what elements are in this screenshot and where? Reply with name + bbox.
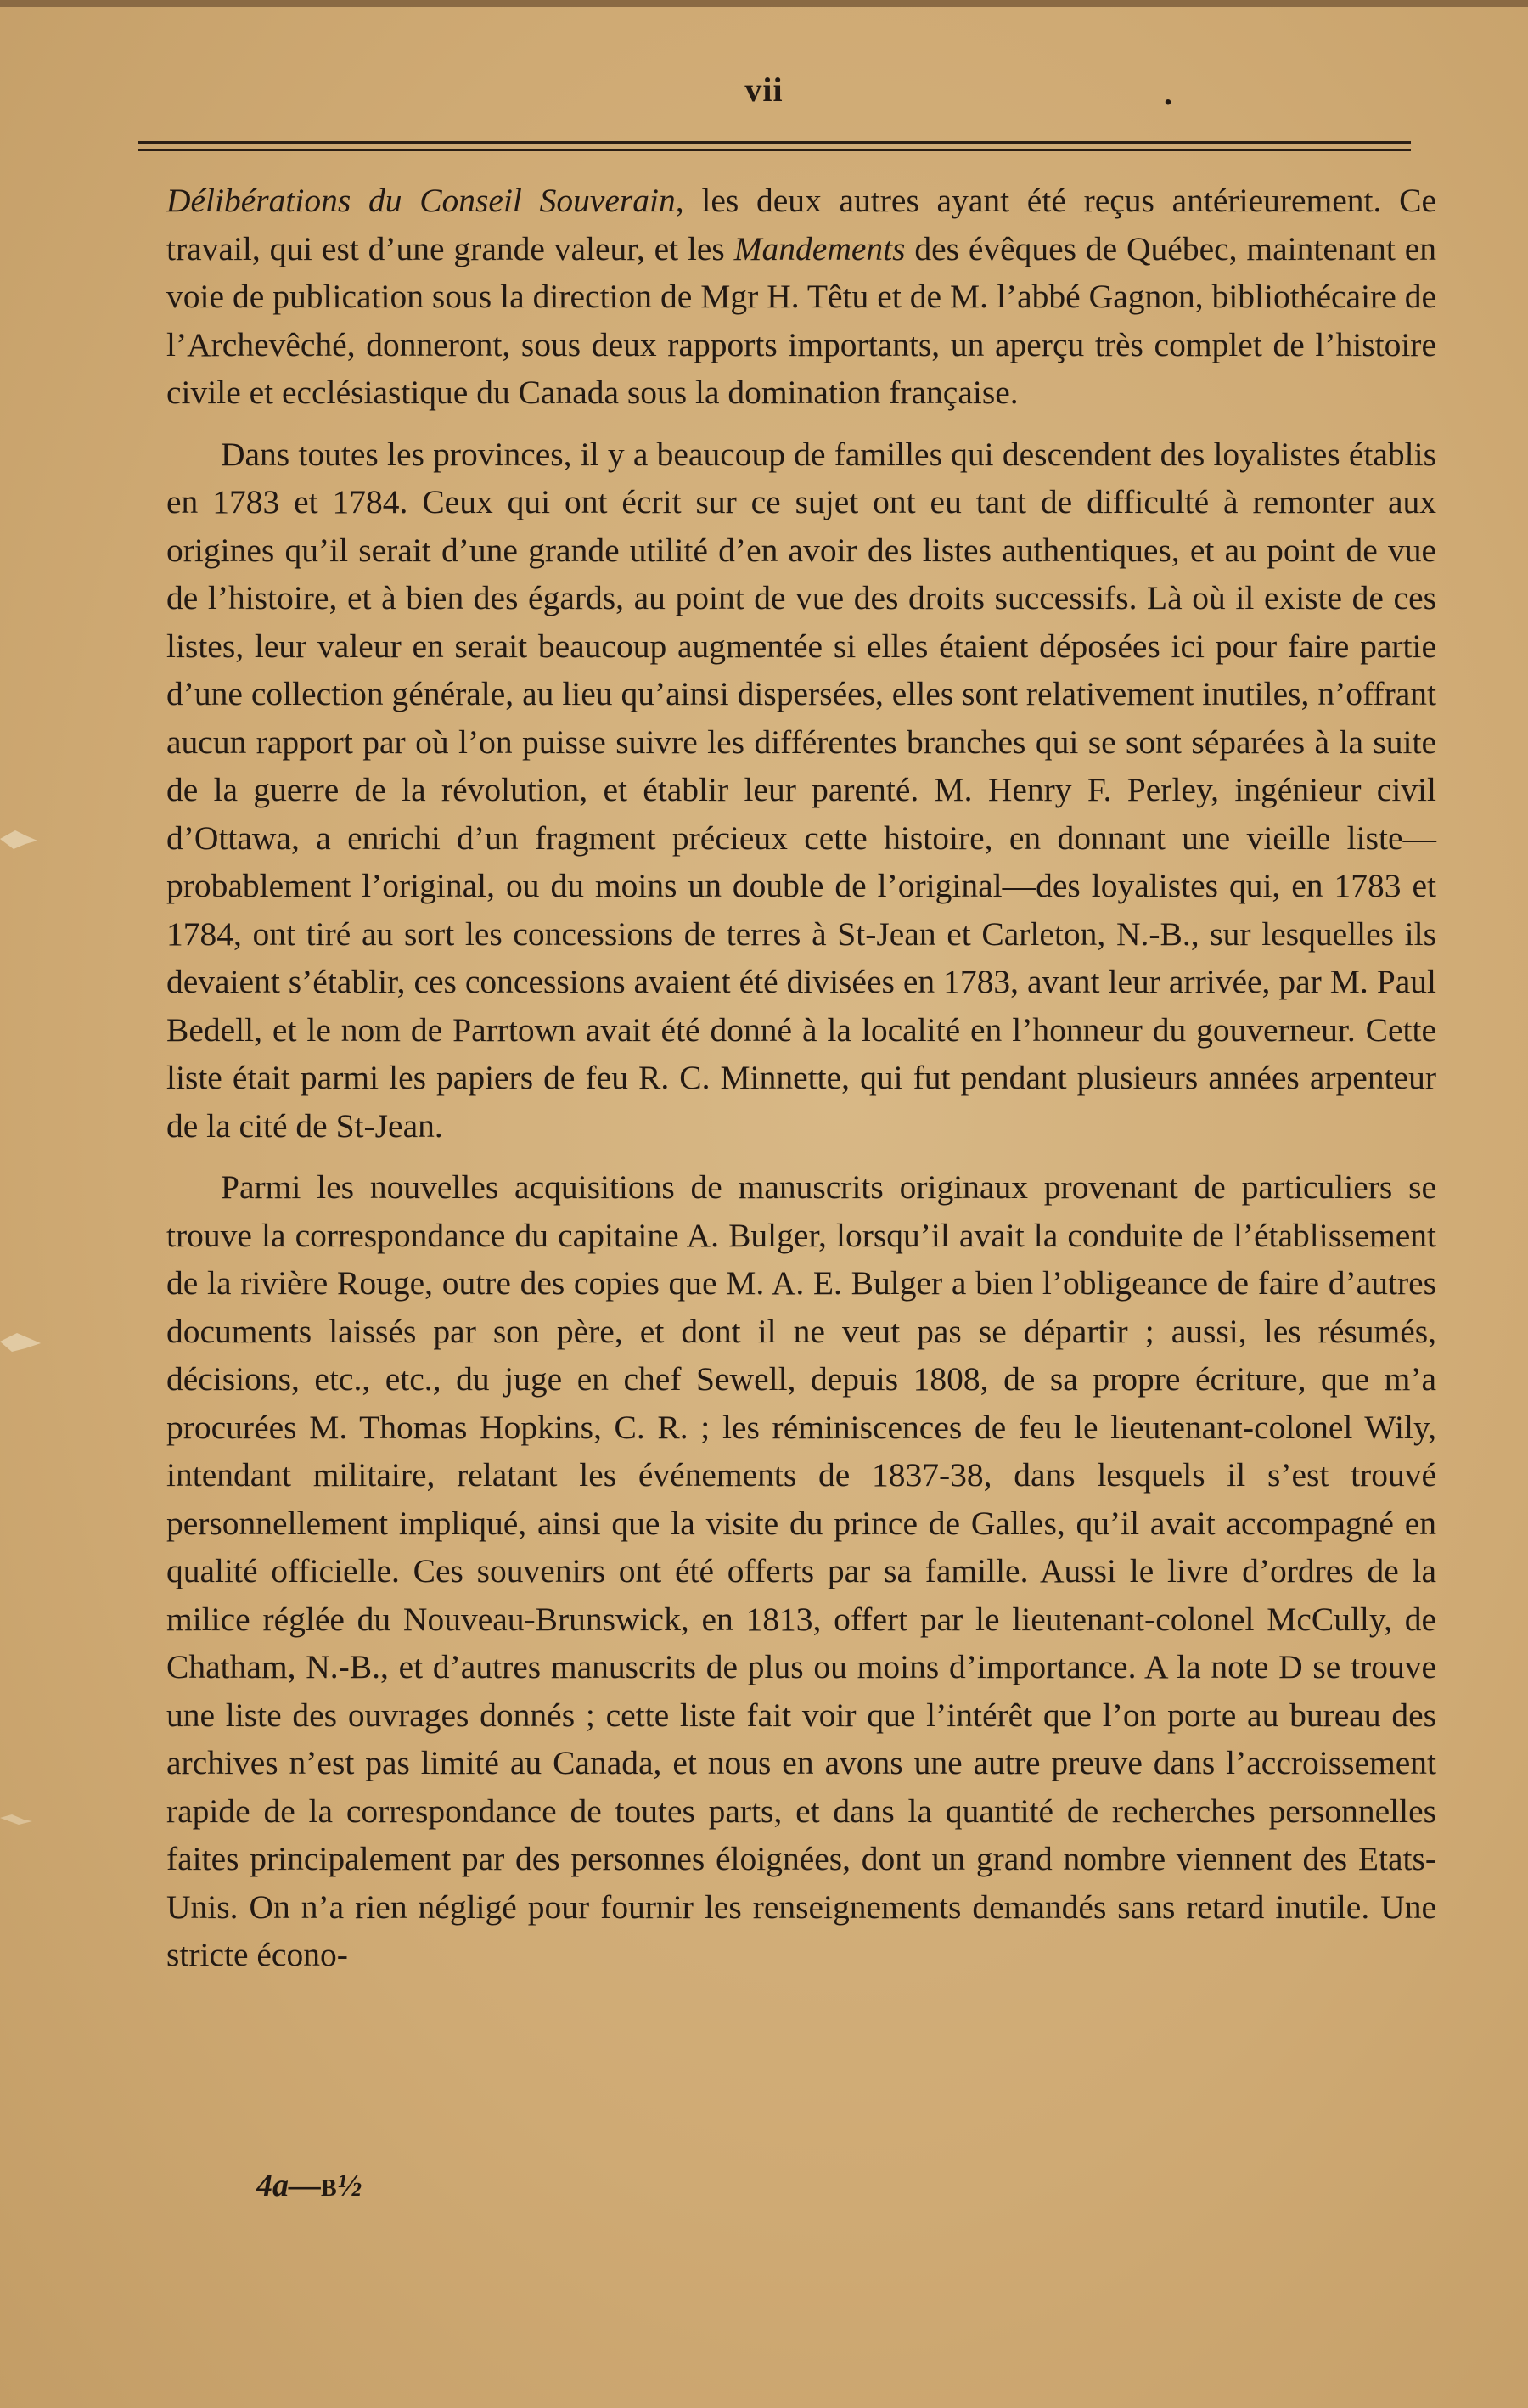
page-edge-damage-3 <box>0 1796 59 1847</box>
paragraph-1-italic-mandements: Mandements <box>733 229 906 267</box>
signature-mark <box>256 2167 362 2204</box>
page-number: vii <box>744 70 784 109</box>
paragraph-1 <box>166 177 1436 417</box>
top-edge <box>0 0 1528 7</box>
signature-mark-a: 4a— <box>256 2168 321 2203</box>
body-text <box>166 177 1436 1979</box>
page-edge-damage-2 <box>0 1316 59 1367</box>
header-rule-thick <box>138 141 1411 144</box>
paragraph-2: Dans toutes les provinces, il y a beaucoup de familles qui descendent des loyalistes établis en 1783 et 1784. Ceux qui ont écrit sur ce sujet ont eu tant de difficulté à remonter aux origines qu’il serait d’une grande utilité d’en avoir des listes authentiques, et au point de vue de l’histoire, et à bien des égards, au point de vue des droits successifs. Là où il existe de ces listes, leur valeur en serait beaucoup augmentée si elles étaient déposées ici pour faire partie d’une collection générale, au lieu qu’ainsi dispersées, elles sont relativement inutiles, n’offrant aucun rapport par où l’on puisse suivre les différentes branches qui se sont séparées à la suite de la guerre de la révolution, et établir leur parenté. M. Henry F. Perley, ingénieur civil d’Ottawa, a enrichi d’un fragment précieux cette histoire, en donnant une vieille liste—probablement l’original, ou du moins un double de l’original—des loyalistes qui, en 1783 et 1784, ont tiré au sort les concessions de terres à St-Jean et Carleton, N.-B., sur lesquelles ils devaient s’établir, ces concessions avaient été divisées en 1783, avant leur arrivée, par M. Paul Bedell, et le nom de Parrtown avait été donné à la localité en l’honneur du gouverneur. Cette liste était parmi les papiers de feu R. C. Minnette, qui fut pendant plusieurs années arpenteur de la cité de St-Jean. <box>166 435 1436 1145</box>
paragraph-1-italic-title: Délibérations du Conseil Souverain, <box>166 182 684 219</box>
paragraph-1-text-a: les deux autres ayant été reçus antérieurement. Ce travail, qui est d’une grande valeur, et les <box>166 182 1436 267</box>
page-edge-damage-1 <box>0 815 59 866</box>
signature-mark-b: B <box>321 2175 338 2202</box>
header-rule-thin <box>138 149 1411 151</box>
paragraph-3: Parmi les nouvelles acquisitions de manuscrits originaux provenant de particuliers se trouve la correspondance du capitaine A. Bulger, lorsqu’il avait la conduite de l’établissement de la rivière Rouge, outre des copies que M. A. E. Bulger a bien l’obligeance de faire d’autres documents laissés par son père, et dont il ne veut pas se départir ; aussi, les résumés, décisions, etc., etc., du juge en chef Sewell, depuis 1808, de sa propre écriture, que m’a procurées M. Thomas Hopkins, C. R. ; les réminiscences de feu le lieutenant-colonel Wily, intendant militaire, relatant les événements de 1837-38, dans lesquels il s’est trouvé personnellement impliqué, ainsi que la visite du prince de Galles, qu’il avait accompagné en qualité officielle. Ces souvenirs ont été offerts par sa famille. Aussi le livre d’ordres de la milice réglée du Nouveau-Brunswick, en 1813, offert par le lieutenant-colonel McCully, de Chatham, N.-B., et d’autres manuscrits de plus ou moins d’importance. A la note D se trouve une liste des ouvrages donnés ; cette liste fait voir que l’intérêt que l’on porte au bureau des archives n’est pas limité au Canada, et nous en avons une autre preuve dans l’accroissement rapide de la correspondance de toutes parts, et dans la quantité de recherches personnelles faites principalement par des personnes éloignées, dont un grand nombre viennent des Etats-Unis. On n’a rien négligé pour fournir les renseignements demandés sans retard inutile. Une stricte écono- <box>166 1168 1436 1973</box>
signature-mark-fraction: ½ <box>337 2168 362 2203</box>
paragraph-1-text-b: des évêques de Québec, maintenant en voie de publication sous la direction de Mgr H. Têtu et de M. l’abbé Gagnon, bibliothécaire de l’Archevêché, donneront, sous deux rapports importants, un aperçu très complet de l’histoire civile et ecclésiastique du Canada sous la domination française. <box>166 229 1436 411</box>
header-dot: . <box>1164 74 1172 112</box>
